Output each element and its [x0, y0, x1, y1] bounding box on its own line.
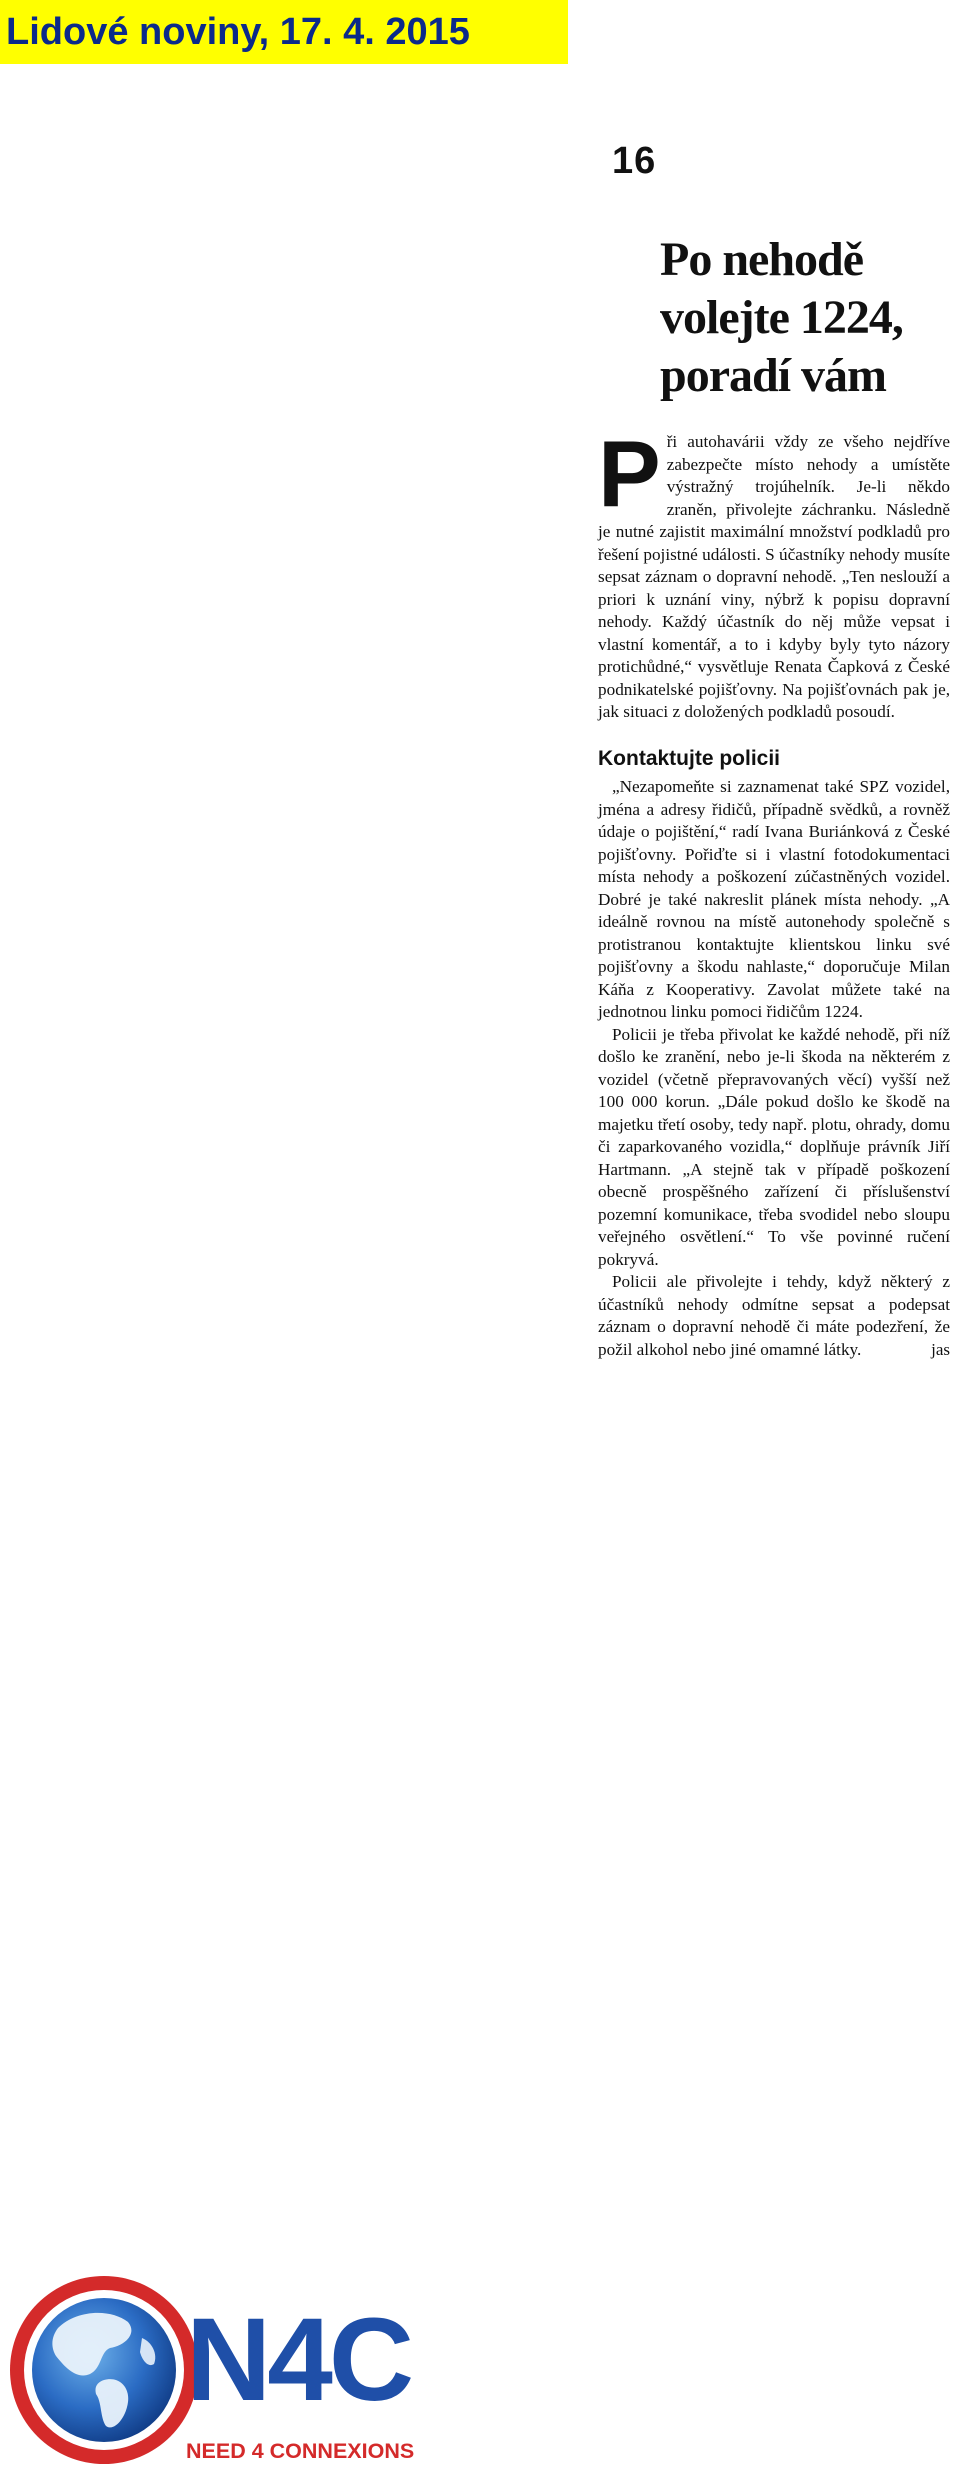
page-number: 16 [612, 140, 657, 182]
intro-text: ři autohavárii vždy ze všeho nejdříve zabezpečte místo nehody a umístěte výstražný trojúhelník. Je-li někdo zraněn, přivolejte záchranku. Následně je nutné zajistit maximální množství podkladů pro řešení pojistné události. S účastníky nehody musíte sepsat záznam o dopravní nehodě. „Ten neslouží a priori k uznání viny, nýbrž k popisu dopravní nehody. Každý účastník do něj může vepsat i vlastní komentář, a to i kdyby byly tyto názory protichůdné,“ vysvětluje Renata Čapková z České podnikatelské pojišťovny. Na pojišťovnách pak je, jak situaci z doložených podkladů posoudí. [598, 432, 950, 721]
newspaper-article [598, 140, 950, 1362]
n4c-logo-graphic [6, 2268, 436, 2478]
intro-paragraph [598, 421, 950, 724]
n4c-logo [6, 2268, 436, 2478]
logo-mark: N4C [186, 2294, 411, 2426]
globe-icon [10, 2276, 198, 2464]
body-paragraph: „Nezapomeňte si zaznamenat také SPZ vozidel, jména a adresy řidičů, případně svědků, a rovněž údaje o pojištění,“ radí Ivana Buriánková z České pojišťovny. Pořiďte si i vlastní fotodokumentaci místa nehody a poškození zúčastněných vozidel. Dobré je také nakreslit plánek místa nehody. „A ideálně rovnou na místě autonehody společně s protistranou kontaktujte klientskou linku své pojišťovny a škodu nahlaste,“ doporučuje Milan Káňa z Kooperativy. Zavolat můžete také na jednotnou linku pomoci řidičům 1224. [598, 777, 950, 1021]
article-body [598, 421, 950, 1362]
author-signature: jas [931, 1340, 950, 1359]
body-paragraph: Policii ale přivolejte i tehdy, když některý z účastníků nehody odmítne sepsat a podepsat záznam o dopravní nehodě či máte podezření, že požil alkohol nebo jiné omamné látky. [598, 1272, 950, 1359]
headline-line: volejte 1224, [660, 291, 903, 344]
logo-tagline: NEED 4 CONNEXIONS [186, 2439, 415, 2463]
headline-line: poradí vám [660, 349, 887, 402]
source-banner: Lidové noviny, 17. 4. 2015 [0, 0, 568, 64]
article-headline [598, 231, 950, 405]
headline-line: Po nehodě [660, 233, 864, 286]
dropcap: P [598, 421, 661, 526]
section-subheading: Kontaktujte policii [598, 746, 781, 770]
body-paragraph: Policii je třeba přivolat ke každé nehodě, při níž došlo ke zranění, nebo je-li škoda na některém z vozidel (včetně přepravovaných věcí) vyšší než 100 000 korun. „Dále pokud došlo ke škodě na majetku třetí osoby, tedy např. plotu, ohrady, domu či zaparkovaného vozidla,“ doplňuje právník Jiří Hartmann. „A stejně tak v případě poškození obecně prospěšného zařízení či příslušenství pozemní komunikace, třeba svodidel nebo sloupu veřejného osvětlení.“ To vše povinné ručení pokryvá. [598, 1024, 950, 1269]
